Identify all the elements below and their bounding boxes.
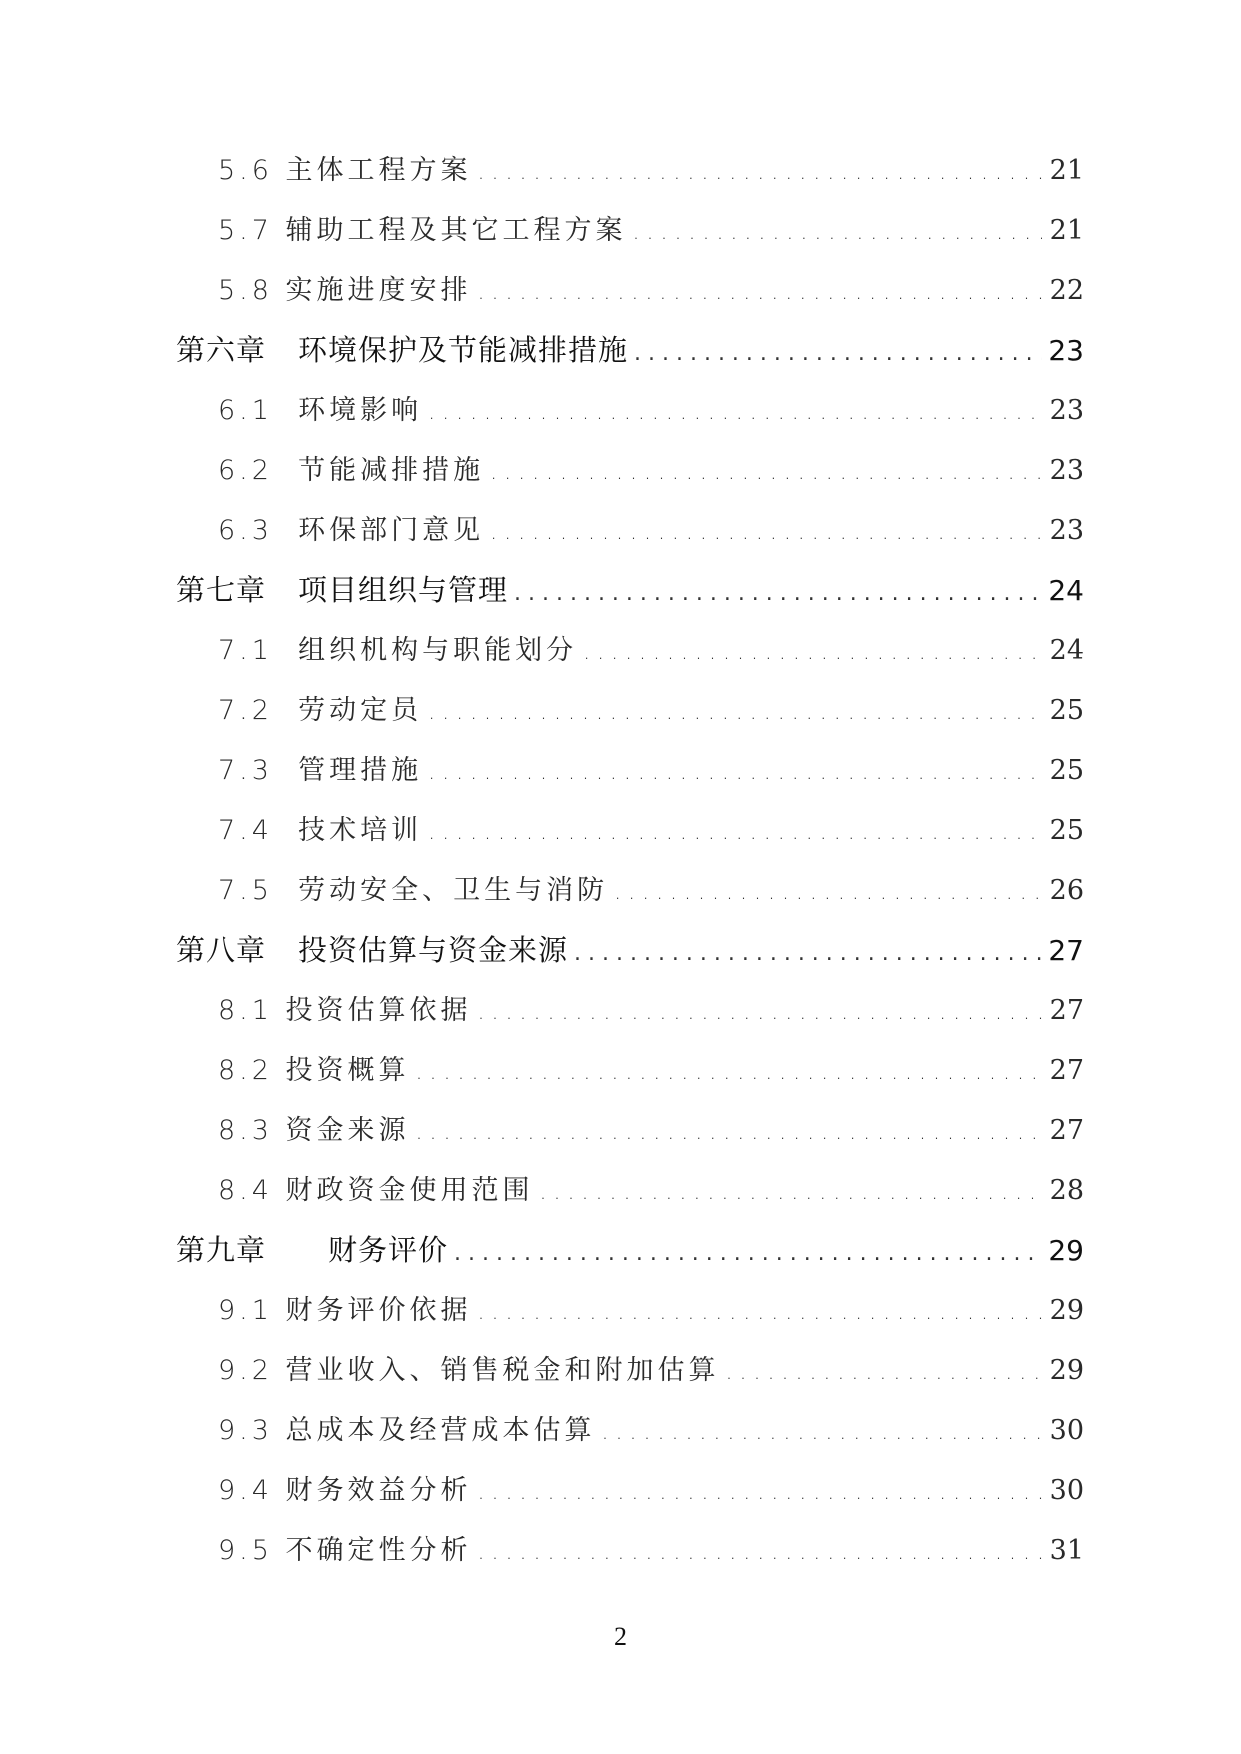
- toc-entry-page: 29: [1049, 1355, 1084, 1386]
- toc-entry-label: 9.1 财务评价依据: [218, 1295, 472, 1326]
- dot-leader: [534, 1180, 1042, 1205]
- dot-leader: [568, 941, 1042, 966]
- toc-entry-page: 23: [1049, 455, 1084, 486]
- toc-entry-label: 9.3 总成本及经营成本估算: [218, 1415, 596, 1446]
- toc-entry: [218, 508, 1084, 552]
- toc-entry: [218, 628, 1084, 672]
- dot-leader: [410, 1120, 1042, 1145]
- toc-entry-page: 31: [1049, 1535, 1084, 1566]
- dot-leader: [608, 880, 1042, 905]
- dot-leader: [484, 460, 1042, 485]
- toc-chapter-label: [176, 928, 568, 969]
- toc-entry: [218, 268, 1084, 312]
- toc-entry-label: 5.7 辅助工程及其它工程方案: [218, 215, 627, 246]
- dot-leader: [472, 1000, 1042, 1025]
- toc-entry: [218, 688, 1084, 732]
- dot-leader: [422, 400, 1042, 425]
- toc-entry-page: 23: [1049, 395, 1084, 426]
- toc-entry: [218, 1468, 1084, 1512]
- toc-entry: [218, 208, 1084, 252]
- toc-entry: [218, 1528, 1084, 1572]
- toc-entry-page: 25: [1049, 815, 1084, 846]
- toc-entry: [218, 448, 1084, 492]
- toc-entry: [218, 1348, 1084, 1392]
- toc-entry: [218, 1048, 1084, 1092]
- toc-entry-page: 28: [1049, 1175, 1084, 1206]
- toc-entry-page: 23: [1048, 334, 1084, 367]
- toc-entry: [218, 388, 1084, 432]
- chapter-title: 财务评价: [328, 1233, 449, 1267]
- toc-entry-label: 6.3 环保部门意见: [218, 515, 485, 546]
- toc-entry-label: 5.6 主体工程方案: [218, 155, 472, 186]
- toc-chapter-entry: [176, 1228, 1084, 1272]
- toc-entry-page: 29: [1048, 1234, 1084, 1267]
- toc-entry-label: 8.1 投资估算依据: [218, 995, 472, 1026]
- toc-entry-label: 8.4 财政资金使用范围: [218, 1175, 534, 1206]
- dot-leader: [410, 1060, 1042, 1085]
- toc-entry-label: 7.5 劳动安全、卫生与消防: [218, 875, 609, 906]
- dot-leader: [422, 820, 1042, 845]
- chapter-number: 第七章: [176, 573, 267, 607]
- toc-entry-page: 26: [1049, 875, 1084, 906]
- dot-leader: [448, 1241, 1042, 1266]
- dot-leader: [484, 520, 1042, 545]
- toc-entry-label: 5.8 实施进度安排: [218, 275, 472, 306]
- toc-entry-label: 9.4 财务效益分析: [218, 1475, 472, 1506]
- toc-entry: [218, 1408, 1084, 1452]
- chapter-number: 第八章: [176, 933, 267, 967]
- toc-entry-label: 7.1 组织机构与职能划分: [218, 635, 578, 666]
- page-number: 2: [614, 1622, 627, 1651]
- toc-entry: [218, 808, 1084, 852]
- toc-entry-label: 7.3 管理措施: [218, 755, 423, 786]
- toc-entry: [218, 748, 1084, 792]
- dot-leader: [596, 1420, 1042, 1445]
- toc-entry-page: 22: [1049, 275, 1084, 306]
- toc-entry-page: 30: [1049, 1475, 1084, 1506]
- chapter-title: 投资估算与资金来源: [298, 933, 569, 967]
- toc-entry-label: 6.1 环境影响: [218, 395, 423, 426]
- toc-entry-page: 25: [1049, 755, 1084, 786]
- toc-entry: [218, 868, 1084, 912]
- toc-entry-page: 24: [1049, 635, 1084, 666]
- chapter-title: 环境保护及节能减排措施: [298, 333, 629, 367]
- dot-leader: [508, 581, 1042, 606]
- chapter-number: 第九章: [176, 1233, 267, 1267]
- toc-entry-label: 9.2 营业收入、销售税金和附加估算: [218, 1355, 720, 1386]
- chapter-number: 第六章: [176, 333, 267, 367]
- toc-entry-page: 24: [1048, 574, 1084, 607]
- dot-leader: [422, 700, 1042, 725]
- toc-entry: [218, 148, 1084, 192]
- dot-leader: [472, 280, 1042, 305]
- toc-entry-label: 7.2 劳动定员: [218, 695, 423, 726]
- chapter-title: 项目组织与管理: [298, 573, 509, 607]
- toc-entry-page: 27: [1048, 934, 1084, 967]
- toc-chapter-entry: [176, 928, 1084, 972]
- dot-leader: [422, 760, 1042, 785]
- dot-leader: [628, 341, 1042, 366]
- toc-entry: [218, 988, 1084, 1032]
- dot-leader: [472, 1540, 1042, 1565]
- dot-leader: [627, 220, 1042, 245]
- toc-entry-page: 21: [1049, 215, 1084, 246]
- toc-entry-label: 8.2 投资概算: [218, 1055, 410, 1086]
- toc-chapter-entry: [176, 328, 1084, 372]
- toc-chapter-entry: [176, 568, 1084, 612]
- toc-chapter-label: [176, 328, 628, 369]
- toc-entry-page: 27: [1049, 1115, 1084, 1146]
- toc-chapter-label: [176, 1228, 448, 1269]
- toc-entry-page: 30: [1049, 1415, 1084, 1446]
- toc-entry-label: 9.5 不确定性分析: [218, 1535, 472, 1566]
- toc-entry-page: 21: [1049, 155, 1084, 186]
- dot-leader: [577, 640, 1042, 665]
- toc-entry-page: 25: [1049, 695, 1084, 726]
- toc-entry-label: 6.2 节能减排措施: [218, 455, 485, 486]
- dot-leader: [472, 1300, 1042, 1325]
- toc-entry-page: 27: [1049, 995, 1084, 1026]
- toc-entry-page: 27: [1049, 1055, 1084, 1086]
- toc-entry: [218, 1288, 1084, 1332]
- toc-entry-page: 29: [1049, 1295, 1084, 1326]
- toc-entry-label: 8.3 资金来源: [218, 1115, 410, 1146]
- dot-leader: [720, 1360, 1042, 1385]
- toc-chapter-label: [176, 568, 508, 609]
- dot-leader: [472, 1480, 1042, 1505]
- toc-entry: [218, 1108, 1084, 1152]
- dot-leader: [472, 160, 1042, 185]
- toc-entry: [218, 1168, 1084, 1212]
- toc-entry-label: 7.4 技术培训: [218, 815, 423, 846]
- toc-entry-page: 23: [1049, 515, 1084, 546]
